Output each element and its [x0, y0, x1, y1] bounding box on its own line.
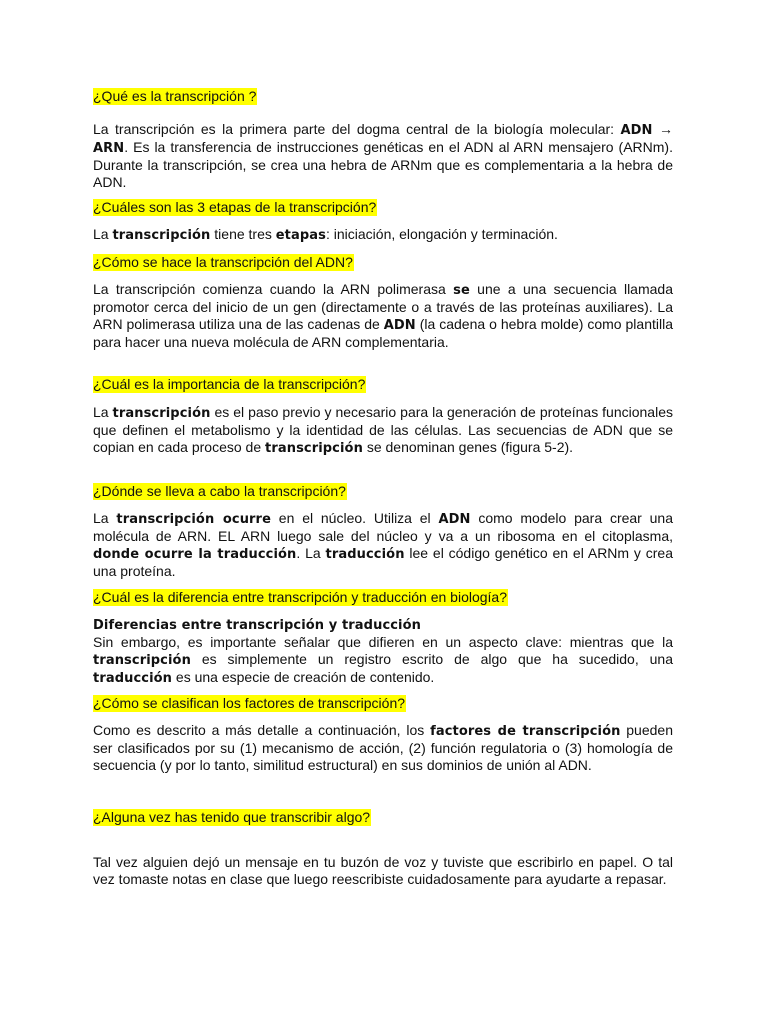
- text-run: Como es descrito a más detalle a continuación, los: [93, 722, 431, 738]
- question-heading: ¿Alguna vez has tenido que transcribir algo?: [93, 809, 371, 825]
- answer-paragraph: [93, 854, 673, 888]
- question-heading: ¿Cuáles son las 3 etapas de la transcripción?: [93, 199, 377, 215]
- bold-term: donde ocurre la traducción: [93, 547, 297, 562]
- bold-term: etapas: [275, 228, 326, 243]
- answer-paragraph: [93, 226, 673, 244]
- text-run: : iniciación, elongación y terminación.: [326, 226, 558, 242]
- bold-term: transcripción: [112, 228, 211, 243]
- text-run: es una especie de creación de contenido.: [172, 669, 435, 685]
- text-run: La transcripción comienza cuando la ARN polimerasa: [93, 281, 454, 297]
- text-run: . La: [296, 545, 326, 561]
- bold-term: ADN: [438, 512, 471, 527]
- text-run: une a una secuencia llamada promotor cerca del inicio de un gen (directamente o a través de las proteínas auxiliares). La ARN polimerasa utiliza una de las cadenas de: [93, 281, 673, 332]
- bold-term: transcripción: [265, 441, 363, 456]
- bold-term: transcripción: [112, 406, 211, 421]
- bold-term: ADN: [383, 318, 416, 333]
- text-run: La: [93, 226, 113, 242]
- text-run: La: [93, 404, 113, 420]
- text-run: Sin embargo, es importante señalar que difieren en un aspecto clave: mientras que la: [93, 634, 673, 650]
- bold-term: factores de transcripción: [430, 724, 621, 739]
- text-run: es el paso previo y necesario para la generación de proteínas funcionales que definen el metabolismo y la identidad de las células. Las secuencias de ADN que se copian en cada proceso de: [93, 404, 673, 455]
- text-run: La: [93, 510, 117, 526]
- text-run: en el núcleo. Utiliza el: [271, 510, 439, 526]
- answer-paragraph: [93, 510, 673, 580]
- text-run: La transcripción es la primera parte del dogma central de la biología molecular:: [93, 121, 621, 137]
- bold-term: se: [453, 283, 470, 298]
- bold-term: ARN: [93, 141, 125, 156]
- bold-term: traducción: [325, 547, 405, 562]
- text-run: se denominan genes (figura 5-2).: [362, 439, 574, 455]
- text-run: es simplemente un registro escrito de algo que ha sucedido, una: [190, 651, 673, 667]
- question-heading: ¿Cómo se hace la transcripción del ADN?: [93, 254, 353, 270]
- text-run: tiene tres: [210, 226, 276, 242]
- question-heading: ¿Cómo se clasifican los factores de transcripción?: [93, 695, 406, 711]
- bold-term: Diferencias entre transcripción y traducción: [93, 618, 421, 633]
- text-run: lee el código genético en el ARNm y crea una proteína.: [93, 545, 673, 579]
- text-run: pueden ser clasificados por su (1) mecanismo de acción, (2) función regulatoria o (3) homología de secuencia (y por lo tanto, similitud estructural) en sus dominios de unión al ADN.: [93, 722, 673, 773]
- question-heading: ¿Qué es la transcripción ?: [93, 88, 257, 104]
- answer-paragraph: [93, 722, 673, 774]
- question-heading: ¿Cuál es la importancia de la transcripción?: [93, 376, 366, 392]
- bold-term: ADN: [620, 123, 653, 138]
- answer-paragraph: [93, 404, 673, 457]
- text-run: como modelo para crear una molécula de ARN. EL ARN luego sale del núcleo y va a un ribosoma en el citoplasma,: [93, 510, 674, 544]
- text-run: . Es la transferencia de instrucciones genéticas en el ADN al ARN mensajero (ARNm). Durante la transcripción, se crea una hebra de ARNm que es complementaria a la hebra de ADN.: [93, 139, 673, 190]
- bold-term: transcripción: [93, 653, 191, 668]
- answer-paragraph: [93, 121, 673, 191]
- bold-term: transcripción ocurre: [116, 512, 271, 527]
- text-run: Tal vez alguien dejó un mensaje en tu buzón de voz y tuviste que escribirlo en papel. O tal vez tomaste notas en clase que luego reescribiste cuidadosamente para ayudarte a repasar.: [93, 854, 673, 887]
- text-run: →: [652, 121, 674, 137]
- question-heading: ¿Dónde se lleva a cabo la transcripción?: [93, 483, 346, 499]
- question-heading: ¿Cuál es la diferencia entre transcripción y traducción en biología?: [93, 589, 508, 605]
- text-run: (la cadena o hebra molde) como plantilla para hacer una nueva molécula de ARN complementaria.: [93, 316, 673, 350]
- answer-paragraph: [93, 281, 673, 351]
- bold-term: traducción: [93, 671, 173, 686]
- answer-paragraph: [93, 616, 673, 687]
